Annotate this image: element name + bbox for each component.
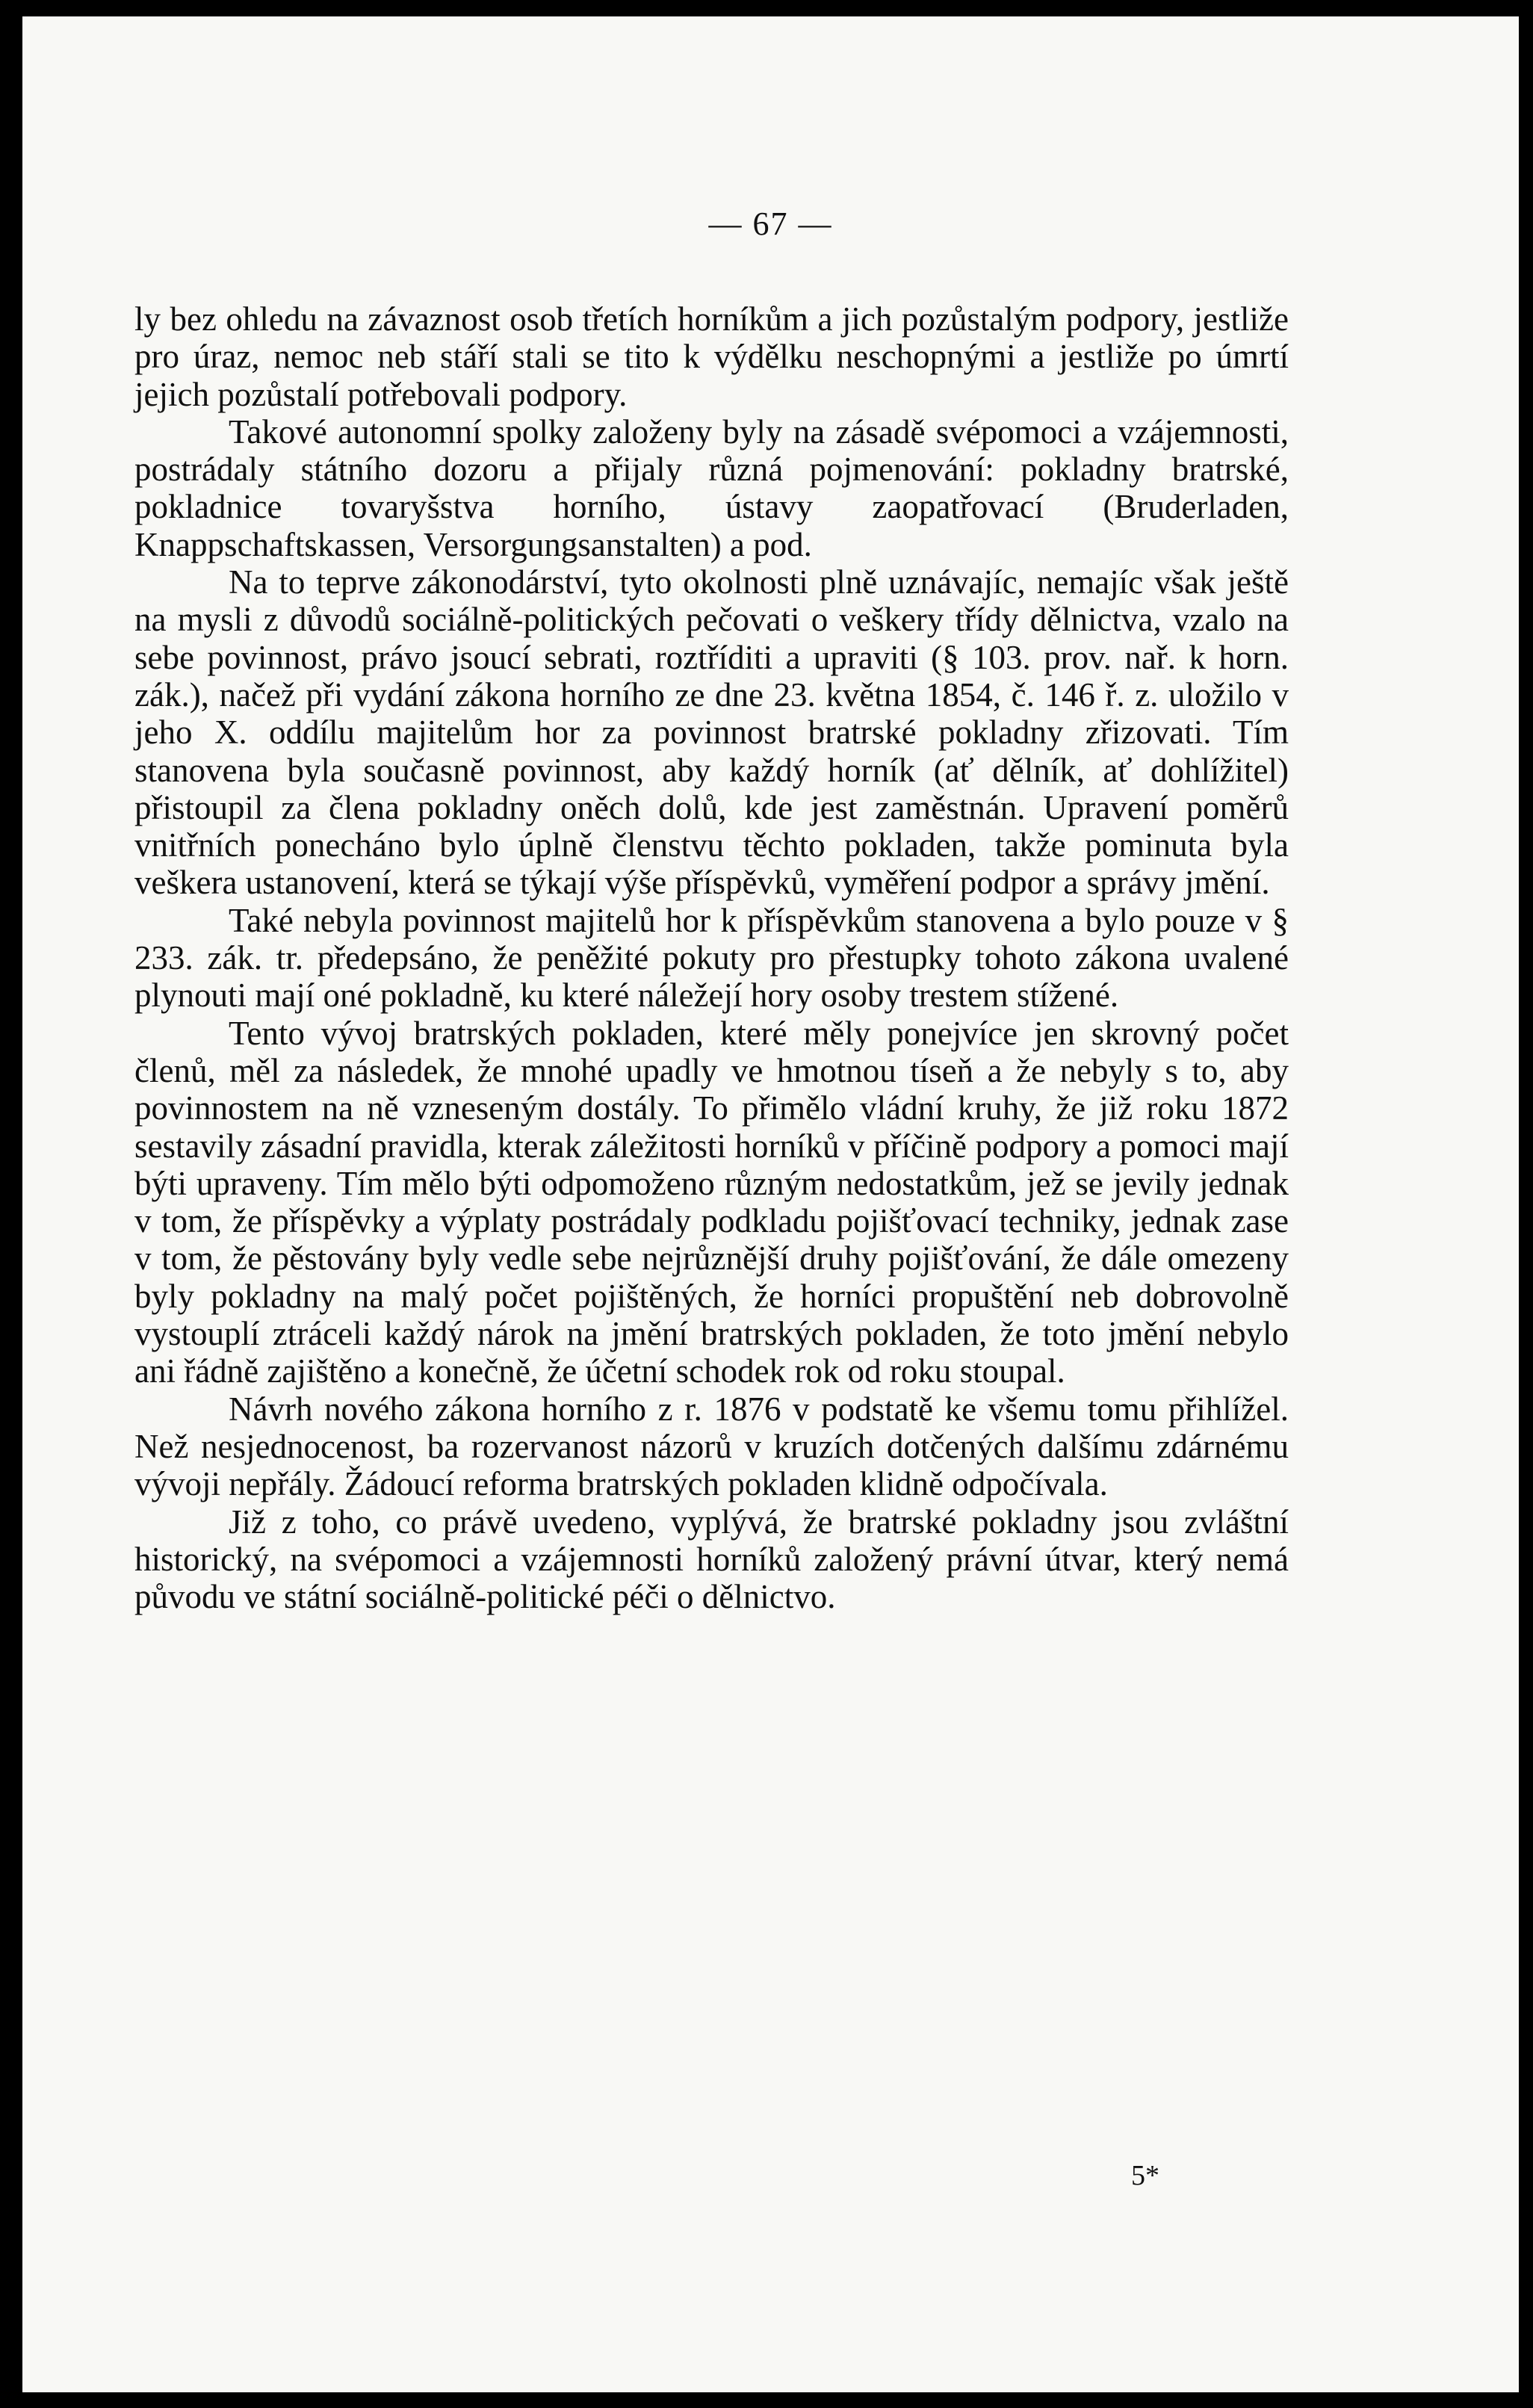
page-number: — 67 — bbox=[708, 205, 833, 242]
paragraph: Návrh nového zákona horního z r. 1876 v podstatě ke všemu tomu přihlížel. Než nesjednocenost, ba rozervanost názorů v kruzích dotčených dalšímu zdárnému vývoji nepřály. Žádoucí reforma bratrských pokladen klidně odpočívala. bbox=[134, 1390, 1289, 1503]
paragraph: Tento vývoj bratrských pokladen, které měly ponejvíce jen skrovný počet členů, měl za následek, že mnohé upadly ve hmotnou tíseň a že nebyly s to, aby povinnostem na ně vzneseným dostály. To přimělo vládní kruhy, že již roku 1872 sestavily zásadní pravidla, kterak záležitosti horníků v příčině podpory a pomoci mají býti upraveny. Tím mělo býti odpomoženo různým nedostatkům, jež se jevily jednak v tom, že příspěvky a výplaty postrádaly podkladu pojišťovací techniky, jednak zase v tom, že pěstovány byly vedle sebe nejrůznější druhy pojišťování, že dále omezeny byly pokladny na malý počet pojištěných, že horníci propuštění neb dobrovolně vystouplí ztráceli každý nárok na jmění bratrských pokladen, že toto jmění nebylo ani řádně zajištěno a konečně, že účetní schodek rok od roku stoupal. bbox=[134, 1014, 1289, 1390]
paragraph: Na to teprve zákonodárství, tyto okolnosti plně uznávajíc, nemajíc však ještě na mysli z důvodů sociálně-politických pečovati o veškery třídy dělnictva, vzalo na sebe povinnost, právo jsoucí sebrati, roztříditi a upraviti (§ 103. prov. nař. k horn. zák.), načež při vydání zákona horního ze dne 23. května 1854, č. 146 ř. z. uložilo v jeho X. oddílu majitelům hor za povinnost bratrské pokladny zřizovati. Tím stanovena byla současně povinnost, aby každý horník (ať dělník, ať dohlížitel) přistoupil za člena pokladny oněch dolů, kde jest zaměstnán. Upravení poměrů vnitřních ponecháno bylo úplně členstvu těchto pokladen, takže pominuta byla veškera ustanovení, která se týkají výše příspěvků, vyměření podpor a správy jmění. bbox=[134, 563, 1289, 902]
body-text bbox=[134, 300, 1289, 1615]
book-page bbox=[22, 16, 1519, 2392]
paragraph: ly bez ohledu na závaznost osob třetích horníkům a jich pozůstalým podpory, jestliže pro úraz, nemoc neb stáří stali se tito k výdělku neschopnými a jestliže po úmrtí jejich pozůstalí potřebovali podpory. bbox=[134, 300, 1289, 413]
paragraph: Již z toho, co právě uvedeno, vyplývá, že bratrské pokladny jsou zvláštní historický, na svépomoci a vzájemnosti horníků založený právní útvar, který nemá původu ve státní sociálně-politické péči o dělnictvo. bbox=[134, 1502, 1289, 1616]
paragraph: Takové autonomní spolky založeny byly na zásadě svépomoci a vzájemnosti, postrádaly státního dozoru a přijaly různá pojmenování: pokladny bratrské, pokladnice tovaryšstva horního, ústavy zaopatřovací (Bruderladen, Knappschaftskassen, Versorgungsanstalten) a pod. bbox=[134, 412, 1289, 563]
paragraph: Také nebyla povinnost majitelů hor k příspěvkům stanovena a bylo pouze v § 233. zák. tr. předepsáno, že peněžité pokuty pro přestupky tohoto zákona uvalené plynouti mají oné pokladně, ku které náležejí hory osoby trestem stížené. bbox=[134, 901, 1289, 1015]
printer-signature-mark: 5* bbox=[1131, 2160, 1159, 2191]
